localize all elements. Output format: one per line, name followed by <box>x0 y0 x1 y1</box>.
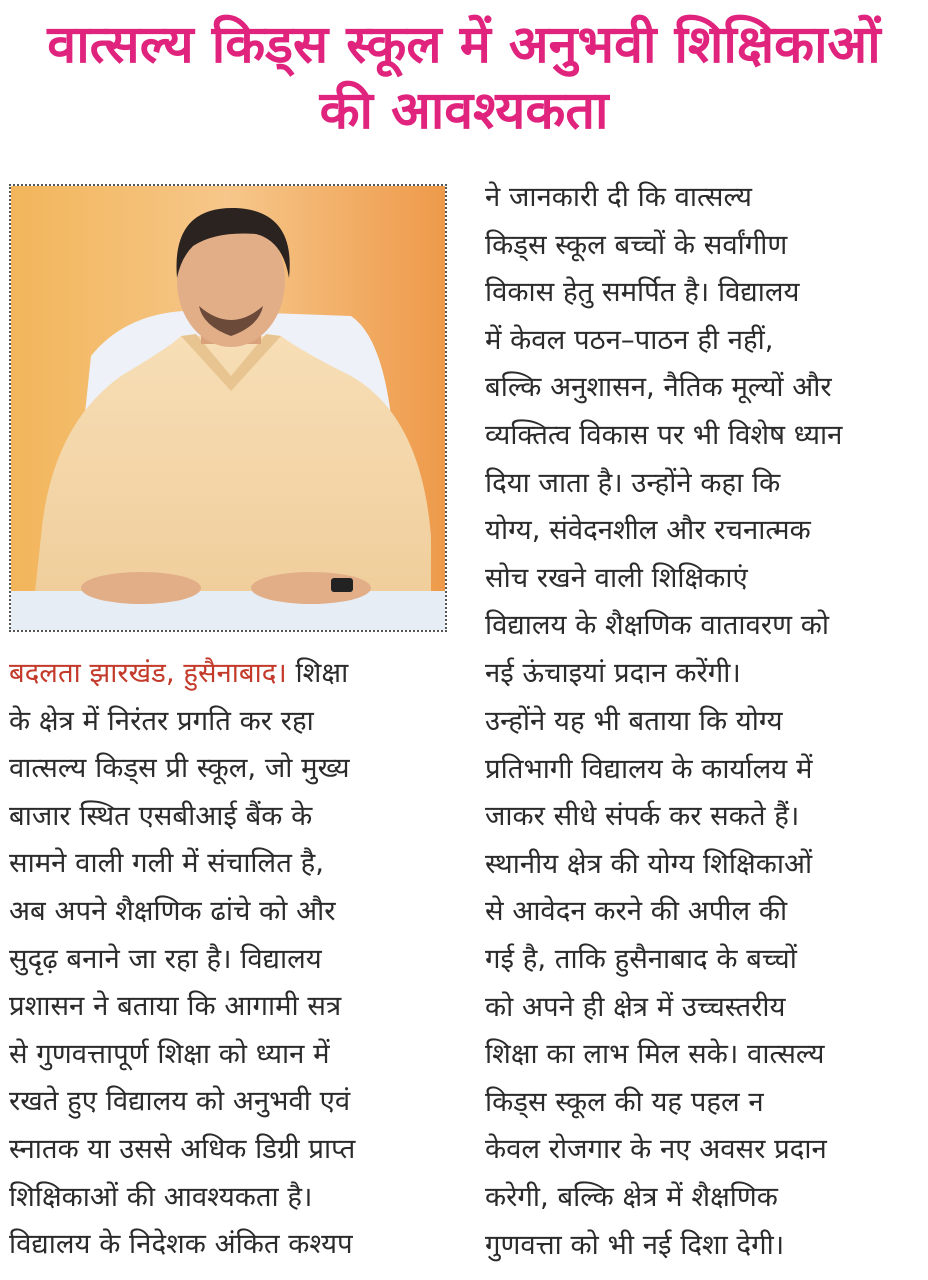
right-p1-line-11: नई ऊंचाइयां प्रदान करेंगी। <box>485 656 741 689</box>
right-p1-line-2: किड्स स्कूल बच्चों के सर्वांगीण <box>485 228 788 261</box>
headline <box>0 12 928 144</box>
article-photo <box>9 184 447 632</box>
right-p2-line-7: को अपने ही क्षेत्र में उच्चस्तरीय <box>485 990 786 1023</box>
right-p1-line-3: विकास हेतु समर्पित है। विद्यालय <box>485 276 800 309</box>
dateline: बदलता झारखंड, हुसैनाबाद। <box>9 657 287 689</box>
left-line-12: शिक्षिकाओं की आवश्यकता है। <box>9 1180 313 1213</box>
left-line-4: बाजार स्थित एसबीआई बैंक के <box>9 799 313 832</box>
right-p2-line-6: गई है, ताकि हुसैनाबाद के बच्चों <box>485 942 797 975</box>
left-line-11: स्नातक या उससे अधिक डिग्री प्राप्त <box>9 1132 356 1165</box>
left-line-5: सामने वाली गली में संचालित है, <box>9 847 324 880</box>
right-p2-line-8: शिक्षा का लाभ मिल सके। वात्सल्य <box>485 1038 825 1071</box>
right-p1-line-4: में केवल पठन–पाठन ही नहीं, <box>485 323 774 356</box>
left-line-13: विद्यालय के निदेशक अंकित कश्यप <box>9 1228 353 1261</box>
right-p2-line-11: करेगी, बल्कि क्षेत्र में शैक्षणिक <box>485 1180 778 1213</box>
article-right-paragraph-1 <box>485 174 919 698</box>
headline-line-2: की आवश्यकता <box>319 81 609 141</box>
right-p1-line-10: विद्यालय के शैक्षणिक वातावरण को <box>485 609 829 642</box>
left-line-7: सुदृढ़ बनाने जा रहा है। विद्यालय <box>9 942 322 975</box>
right-p1-line-1: ने जानकारी दी कि वात्सल्य <box>485 181 752 213</box>
right-p2-line-9: किड्स स्कूल की यह पहल न <box>485 1085 764 1118</box>
left-line-6: अब अपने शैक्षणिक ढांचे को और <box>9 894 336 927</box>
right-p1-line-8: योग्य, संवेदनशील और रचनात्मक <box>485 514 811 547</box>
left-line-3: वात्सल्य किड्स प्री स्कूल, जो मुख्य <box>9 752 350 785</box>
right-p2-line-4: स्थानीय क्षेत्र की योग्य शिक्षिकाओं <box>485 847 813 880</box>
left-line-9: से गुणवत्तापूर्ण शिक्षा को ध्यान में <box>9 1037 330 1070</box>
right-p2-line-3: जाकर सीधे संपर्क कर सकते हैं। <box>485 800 800 833</box>
right-p2-line-12: गुणवत्ता को भी नई दिशा देगी। <box>485 1228 785 1261</box>
left-line-2: के क्षेत्र में निरंतर प्रगति कर रहा <box>9 704 314 737</box>
left-line-8: प्रशासन ने बताया कि आगामी सत्र <box>9 990 342 1023</box>
left-line-10: रखते हुए विद्यालय को अनुभवी एवं <box>9 1085 351 1118</box>
right-p1-line-7: दिया जाता है। उन्होंने कहा कि <box>485 466 781 499</box>
right-p2-line-10: केवल रोजगार के नए अवसर प्रदान <box>485 1133 827 1166</box>
headline-line-1: वात्सल्य किड्स स्कूल में अनुभवी शिक्षिकाओं <box>47 15 881 75</box>
right-p1-line-9: सोच रखने वाली शिक्षिकाएं <box>485 561 748 594</box>
right-p1-line-5: बल्कि अनुशासन, नैतिक मूल्यों और <box>485 371 832 404</box>
article-right-paragraph-2 <box>485 698 919 1269</box>
right-p2-line-2: प्रतिभागी विद्यालय के कार्यालय में <box>485 752 813 785</box>
left-line-1: शिक्षा <box>286 657 349 689</box>
right-p1-line-6: व्यक्तित्व विकास पर भी विशेष ध्यान <box>485 418 843 451</box>
right-p2-line-5: से आवेदन करने की अपील की <box>485 895 788 928</box>
right-p2-line-1: उन्होंने यह भी बताया कि योग्य <box>485 705 783 737</box>
article-left-column <box>9 650 443 1269</box>
